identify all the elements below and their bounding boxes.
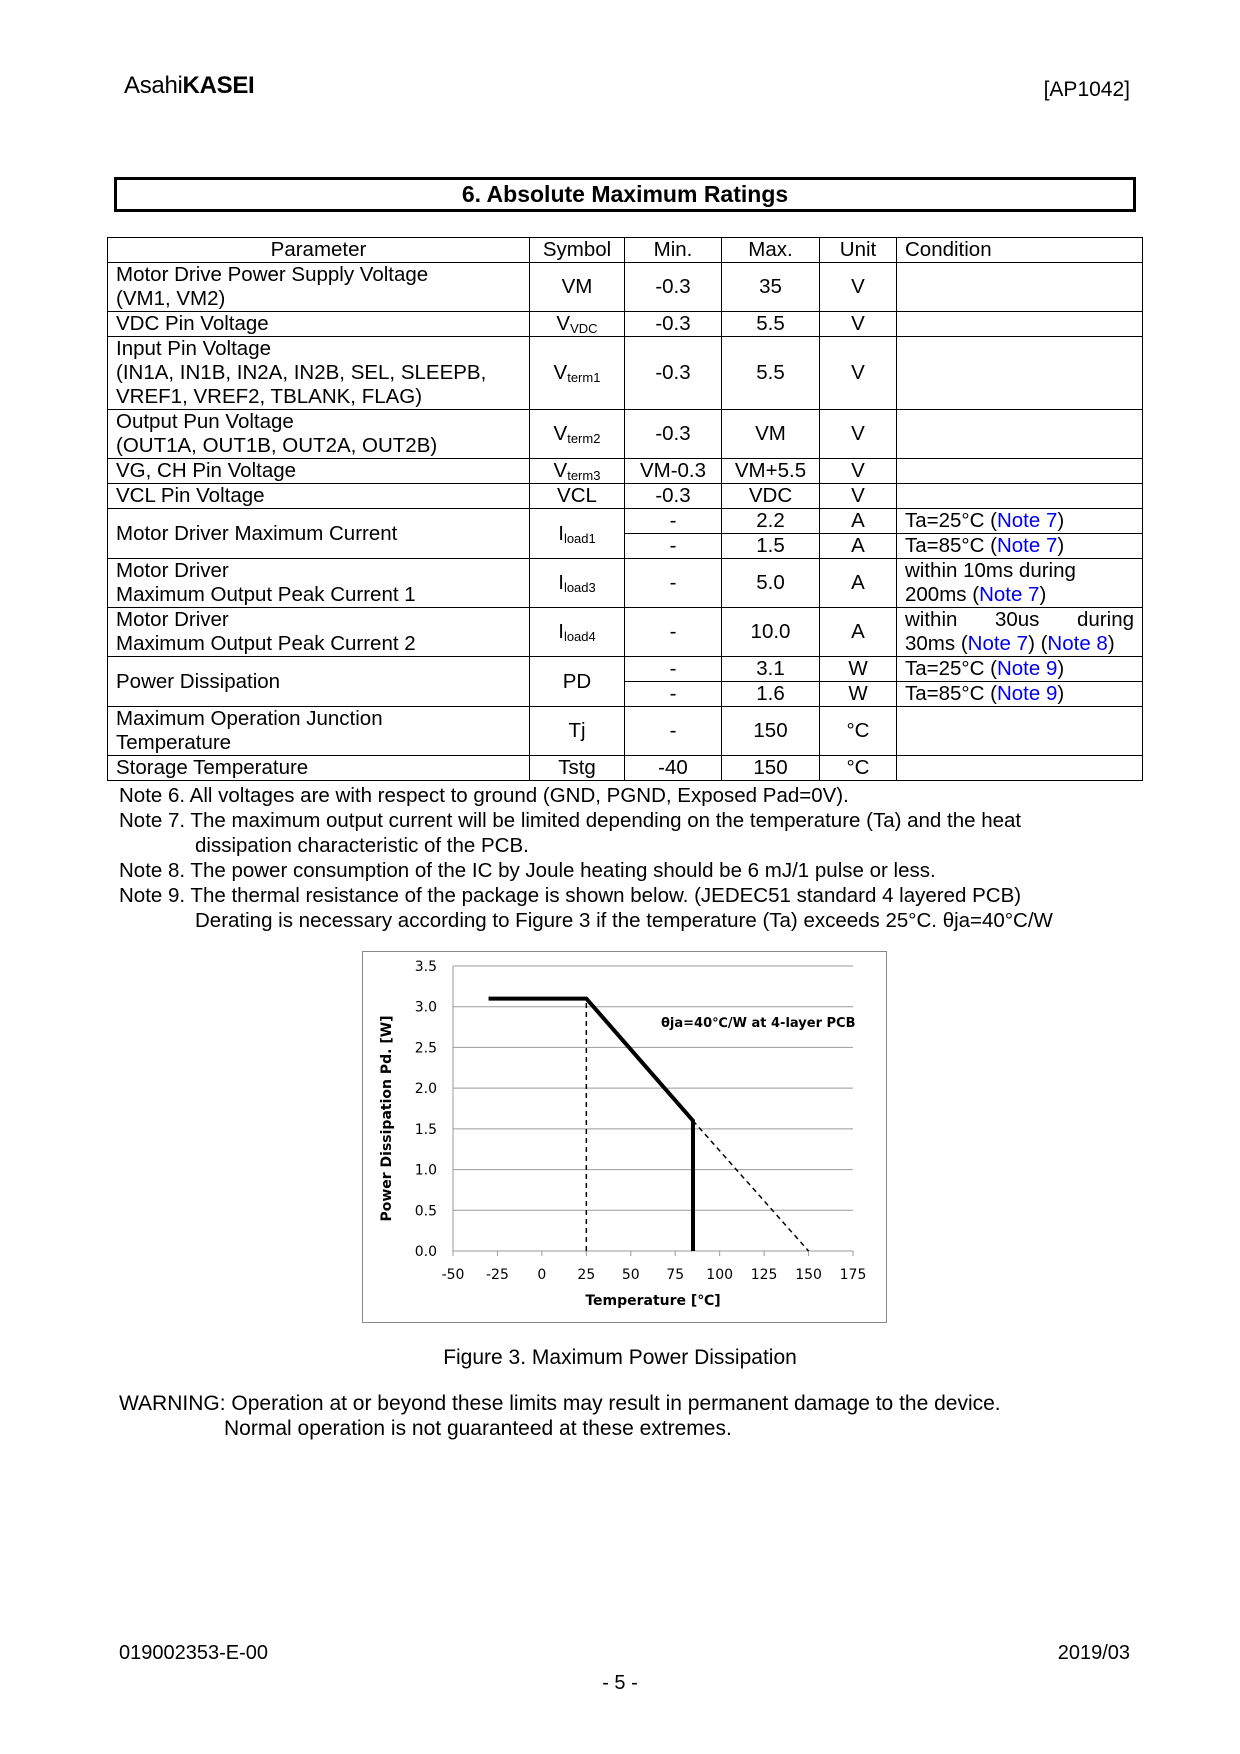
logo-text: Asahi xyxy=(124,72,183,99)
max-cell xyxy=(722,484,820,509)
warning-line-2: Normal operation is not guaranteed at these extremes. xyxy=(224,1417,732,1440)
unit-value: A xyxy=(851,571,865,594)
condition-text: 30ms ( xyxy=(905,632,968,655)
unit-cell xyxy=(820,559,897,608)
parameter-text: Motor Drive Power Supply Voltage xyxy=(116,263,429,286)
unit-cell xyxy=(820,263,897,312)
parameter-cell xyxy=(108,410,530,459)
condition-text: within 30us during xyxy=(905,608,1134,631)
unit-value: A xyxy=(851,509,865,532)
warning xyxy=(119,1391,1142,1441)
table-row xyxy=(108,509,1143,534)
condition-cell xyxy=(897,410,1143,459)
column-header: Symbol xyxy=(542,238,612,261)
condition-text: Ta=85°C ( xyxy=(905,534,997,557)
column-header: Min. xyxy=(653,238,693,261)
header-cell xyxy=(108,238,530,263)
max-cell xyxy=(722,263,820,312)
unit-cell xyxy=(820,312,897,337)
condition-text: ) xyxy=(1107,632,1115,655)
absolute-maximum-ratings-table xyxy=(107,237,1143,781)
min-value: -0.3 xyxy=(655,361,691,384)
max-value: 5.0 xyxy=(756,571,785,594)
min-value: - xyxy=(669,509,677,532)
note-link[interactable]: Note 9 xyxy=(996,657,1058,680)
x-tick-label: 100 xyxy=(706,1267,734,1283)
unit-value: A xyxy=(851,534,865,557)
x-tick-label: 50 xyxy=(621,1267,640,1283)
symbol-cell xyxy=(530,459,625,484)
table-row xyxy=(108,312,1143,337)
symbol-cell xyxy=(530,509,625,559)
x-tick-label: 75 xyxy=(666,1267,685,1283)
min-cell xyxy=(625,312,722,337)
max-cell xyxy=(722,657,820,682)
unit-cell xyxy=(820,484,897,509)
logo-text-bold: KASEI xyxy=(182,72,255,99)
max-value: 3.1 xyxy=(756,657,785,680)
parameter-cell xyxy=(108,756,530,781)
parameter-text: Motor Driver xyxy=(116,559,229,582)
condition-cell xyxy=(897,509,1143,534)
table-row xyxy=(108,484,1143,509)
series-line-2 xyxy=(693,1121,809,1251)
chart-annotation: θja=40℃/W at 4-layer PCB xyxy=(661,1016,856,1032)
max-cell xyxy=(722,509,820,534)
parameter-text: Storage Temperature xyxy=(116,756,309,779)
min-cell xyxy=(625,608,722,657)
symbol-subscript: VDC xyxy=(570,321,598,336)
note-link[interactable]: Note 8 xyxy=(1047,632,1108,655)
condition-text: ) xyxy=(1057,534,1065,557)
max-cell xyxy=(722,410,820,459)
parameter-text: VDC Pin Voltage xyxy=(116,312,269,335)
notes xyxy=(119,783,1149,933)
note-link[interactable]: Note 7 xyxy=(967,632,1029,655)
unit-cell xyxy=(820,410,897,459)
symbol: V xyxy=(553,361,568,384)
footer-doc-number: 019002353-E-00 xyxy=(119,1642,269,1664)
header-cell xyxy=(530,238,625,263)
condition-cell xyxy=(897,559,1143,608)
min-value: - xyxy=(669,657,677,680)
document-id: [AP1042] xyxy=(1043,78,1130,101)
min-cell xyxy=(625,410,722,459)
y-tick-label: 1.5 xyxy=(414,1121,437,1138)
max-value: 2.2 xyxy=(756,509,785,532)
symbol-cell xyxy=(530,263,625,312)
max-value: 150 xyxy=(753,719,788,742)
parameter-cell xyxy=(108,459,530,484)
unit-cell xyxy=(820,707,897,756)
parameter-cell xyxy=(108,707,530,756)
note-9-cont: Derating is necessary according to Figure 3 if the temperature (Ta) exceeds 25°C. θja=40°C/W xyxy=(195,909,1053,932)
condition-cell xyxy=(897,312,1143,337)
symbol: I xyxy=(558,571,564,594)
column-header: Max. xyxy=(748,238,793,261)
min-value: -0.3 xyxy=(655,484,691,507)
min-cell xyxy=(625,337,722,410)
symbol: V xyxy=(553,422,568,445)
y-axis-label: Power Dissipation Pd. [W] xyxy=(379,1015,395,1222)
max-cell xyxy=(722,608,820,657)
min-value: -0.3 xyxy=(655,312,691,335)
parameter-text: (OUT1A, OUT1B, OUT2A, OUT2B) xyxy=(116,434,438,457)
min-value: - xyxy=(669,719,677,742)
note-6: Note 6. All voltages are with respect to ground (GND, PGND, Exposed Pad=0V). xyxy=(119,784,849,807)
condition-cell xyxy=(897,484,1143,509)
max-value: VM+5.5 xyxy=(734,459,807,482)
min-cell xyxy=(625,263,722,312)
table-row xyxy=(108,459,1143,484)
symbol: I xyxy=(558,521,564,545)
min-value: -0.3 xyxy=(655,422,691,445)
max-value: 10.0 xyxy=(750,620,791,643)
column-header: Parameter xyxy=(270,238,367,261)
parameter-cell xyxy=(108,263,530,312)
parameter-text: Motor Driver Maximum Current xyxy=(116,521,398,545)
page-number: - 5 - xyxy=(602,1672,638,1694)
condition-cell xyxy=(897,756,1143,781)
note-9: Note 9. The thermal resistance of the package is shown below. (JEDEC51 standard 4 layered PCB) xyxy=(119,884,1022,907)
symbol-subscript: load4 xyxy=(563,629,596,644)
table-row xyxy=(108,559,1143,608)
header-cell xyxy=(722,238,820,263)
min-cell xyxy=(625,484,722,509)
parameter-text: Maximum Output Peak Current 2 xyxy=(116,632,416,655)
x-tick-label: 150 xyxy=(795,1267,822,1283)
unit-value: °C xyxy=(846,756,870,779)
parameter-text: VG, CH Pin Voltage xyxy=(116,459,297,482)
x-tick-label: -25 xyxy=(486,1267,509,1283)
symbol-subscript: term1 xyxy=(567,370,601,385)
unit-value: V xyxy=(851,459,865,482)
max-value: VM xyxy=(755,422,786,445)
x-tick-label: 0 xyxy=(537,1267,547,1283)
table-row xyxy=(108,337,1143,410)
symbol-cell xyxy=(530,410,625,459)
condition-cell xyxy=(897,337,1143,410)
unit-value: °C xyxy=(846,719,870,742)
min-cell xyxy=(625,682,722,707)
parameter-text: (IN1A, IN1B, IN2A, IN2B, SEL, SLEEPB, xyxy=(116,361,487,384)
min-cell xyxy=(625,509,722,534)
table-row xyxy=(108,410,1143,459)
warning-line-1: WARNING: Operation at or beyond these limits may result in permanent damage to the device. xyxy=(119,1392,1001,1415)
condition-text: within 10ms during xyxy=(905,559,1076,582)
unit-cell xyxy=(820,509,897,534)
max-cell xyxy=(722,312,820,337)
max-value: VDC xyxy=(748,484,793,507)
unit-value: A xyxy=(851,620,865,643)
symbol-cell xyxy=(530,657,625,707)
condition-text: ) xyxy=(1057,657,1065,680)
x-tick-label: 125 xyxy=(750,1267,778,1283)
max-cell xyxy=(722,707,820,756)
symbol-subscript: load3 xyxy=(563,580,596,595)
y-tick-label: 0.5 xyxy=(414,1203,437,1220)
symbol: V xyxy=(556,312,571,335)
section-title: 6. Absolute Maximum Ratings xyxy=(114,177,1136,212)
condition-text: ) xyxy=(1039,583,1047,606)
symbol: VM xyxy=(561,275,593,298)
min-value: VM-0.3 xyxy=(639,459,707,482)
note-link[interactable]: Note 7 xyxy=(979,583,1040,606)
condition-text: Ta=85°C ( xyxy=(905,682,997,705)
parameter-text: VCL Pin Voltage xyxy=(116,484,265,507)
min-value: -40 xyxy=(658,756,688,779)
unit-cell xyxy=(820,534,897,559)
parameter-cell xyxy=(108,484,530,509)
parameter-text: VREF1, VREF2, TBLANK, FLAG) xyxy=(116,385,423,408)
parameter-text: Motor Driver xyxy=(116,608,229,631)
min-value: -0.3 xyxy=(655,275,691,298)
symbol: VCL xyxy=(557,484,597,507)
max-value: 150 xyxy=(753,756,788,779)
parameter-cell xyxy=(108,608,530,657)
y-tick-label: 2.0 xyxy=(414,1081,437,1098)
condition-cell xyxy=(897,682,1143,707)
max-value: 35 xyxy=(759,275,782,298)
condition-cell xyxy=(897,263,1143,312)
unit-value: V xyxy=(851,361,865,384)
min-value: - xyxy=(669,620,677,643)
y-tick-label: 0.0 xyxy=(414,1244,437,1260)
condition-cell xyxy=(897,707,1143,756)
chart-svg xyxy=(363,952,886,1322)
symbol-cell xyxy=(530,707,625,756)
symbol: Tstg xyxy=(558,756,596,779)
x-tick-label: 25 xyxy=(577,1267,596,1283)
condition-text: Ta=25°C ( xyxy=(905,509,997,532)
min-cell xyxy=(625,459,722,484)
condition-text: ) xyxy=(1057,509,1065,532)
footer-date: 2019/03 xyxy=(1057,1642,1130,1664)
parameter-cell xyxy=(108,312,530,337)
max-value: 5.5 xyxy=(756,312,785,335)
condition-cell xyxy=(897,534,1143,559)
min-cell xyxy=(625,559,722,608)
max-cell xyxy=(722,337,820,410)
min-value: - xyxy=(669,571,677,594)
min-cell xyxy=(625,657,722,682)
y-tick-label: 3.0 xyxy=(414,999,437,1016)
symbol-cell xyxy=(530,484,625,509)
note-8: Note 8. The power consumption of the IC by Joule heating should be 6 mJ/1 pulse or less. xyxy=(119,859,936,882)
min-cell xyxy=(625,707,722,756)
header-cell xyxy=(820,238,897,263)
table-row xyxy=(108,263,1143,312)
parameter-cell xyxy=(108,657,530,707)
max-value: 1.5 xyxy=(756,534,785,557)
max-cell xyxy=(722,559,820,608)
symbol-subscript: term3 xyxy=(567,468,601,483)
y-tick-label: 1.0 xyxy=(414,1162,437,1179)
parameter-text: Maximum Operation Junction xyxy=(116,707,383,730)
unit-value: W xyxy=(848,657,868,680)
parameter-text: (VM1, VM2) xyxy=(116,287,226,310)
unit-value: W xyxy=(848,682,868,705)
table-row xyxy=(108,657,1143,682)
unit-cell xyxy=(820,756,897,781)
condition-text: 200ms ( xyxy=(905,583,980,606)
condition-text: Ta=25°C ( xyxy=(905,657,997,680)
unit-cell xyxy=(820,459,897,484)
note-link[interactable]: Note 7 xyxy=(996,534,1058,557)
table-row xyxy=(108,608,1143,657)
x-axis-label: Temperature [℃] xyxy=(585,1293,721,1309)
note-link[interactable]: Note 9 xyxy=(996,682,1058,705)
column-header: Condition xyxy=(905,238,992,261)
parameter-text: Output Pun Voltage xyxy=(116,410,294,433)
figure-caption: Figure 3. Maximum Power Dissipation xyxy=(443,1346,797,1369)
min-cell xyxy=(625,756,722,781)
symbol-cell xyxy=(530,337,625,410)
symbol: PD xyxy=(562,669,592,693)
symbol-cell xyxy=(530,312,625,337)
unit-value: V xyxy=(851,275,865,298)
parameter-cell xyxy=(108,337,530,410)
note-link[interactable]: Note 7 xyxy=(996,509,1058,532)
condition-text: ) ( xyxy=(1028,632,1048,655)
parameter-text: Power Dissipation xyxy=(116,669,281,693)
max-cell xyxy=(722,534,820,559)
parameter-text: Input Pin Voltage xyxy=(116,337,272,360)
parameter-cell xyxy=(108,559,530,608)
unit-value: V xyxy=(851,312,865,335)
table-row xyxy=(108,756,1143,781)
unit-value: V xyxy=(851,422,865,445)
max-value: 5.5 xyxy=(756,361,785,384)
header-cell xyxy=(625,238,722,263)
symbol-cell xyxy=(530,559,625,608)
condition-cell xyxy=(897,608,1143,657)
symbol: I xyxy=(558,620,564,643)
column-header: Unit xyxy=(839,238,877,261)
symbol-subscript: load1 xyxy=(563,530,596,546)
min-cell xyxy=(625,534,722,559)
parameter-text: Temperature xyxy=(116,731,232,754)
symbol-cell xyxy=(530,608,625,657)
asahi-kasei-logo xyxy=(124,72,254,100)
condition-cell xyxy=(897,459,1143,484)
series-line-0 xyxy=(489,999,693,1251)
table-header-row xyxy=(108,238,1143,263)
y-tick-label: 3.5 xyxy=(414,959,437,975)
unit-cell xyxy=(820,608,897,657)
power-dissipation-chart xyxy=(362,951,887,1323)
max-cell xyxy=(722,756,820,781)
parameter-text: Maximum Output Peak Current 1 xyxy=(116,583,416,606)
x-tick-label: 175 xyxy=(839,1267,867,1283)
unit-cell xyxy=(820,682,897,707)
symbol: Tj xyxy=(568,719,586,742)
header-cell xyxy=(897,238,1143,263)
content-flow xyxy=(107,237,1142,1441)
symbol-cell xyxy=(530,756,625,781)
min-value: - xyxy=(669,534,677,557)
y-tick-label: 2.5 xyxy=(414,1040,437,1057)
unit-value: V xyxy=(851,484,865,507)
symbol-subscript: term2 xyxy=(567,431,601,446)
symbol: V xyxy=(553,459,568,482)
unit-cell xyxy=(820,657,897,682)
max-cell xyxy=(722,682,820,707)
unit-cell xyxy=(820,337,897,410)
note-7: Note 7. The maximum output current will be limited depending on the temperature (Ta) and the heat xyxy=(119,809,1022,832)
note-7-cont: dissipation characteristic of the PCB. xyxy=(195,834,529,857)
max-cell xyxy=(722,459,820,484)
condition-cell xyxy=(897,657,1143,682)
parameter-cell xyxy=(108,509,530,559)
condition-text: ) xyxy=(1057,682,1065,705)
max-value: 1.6 xyxy=(756,682,785,705)
table-row xyxy=(108,707,1143,756)
x-tick-label: -50 xyxy=(441,1267,465,1283)
min-value: - xyxy=(669,682,677,705)
